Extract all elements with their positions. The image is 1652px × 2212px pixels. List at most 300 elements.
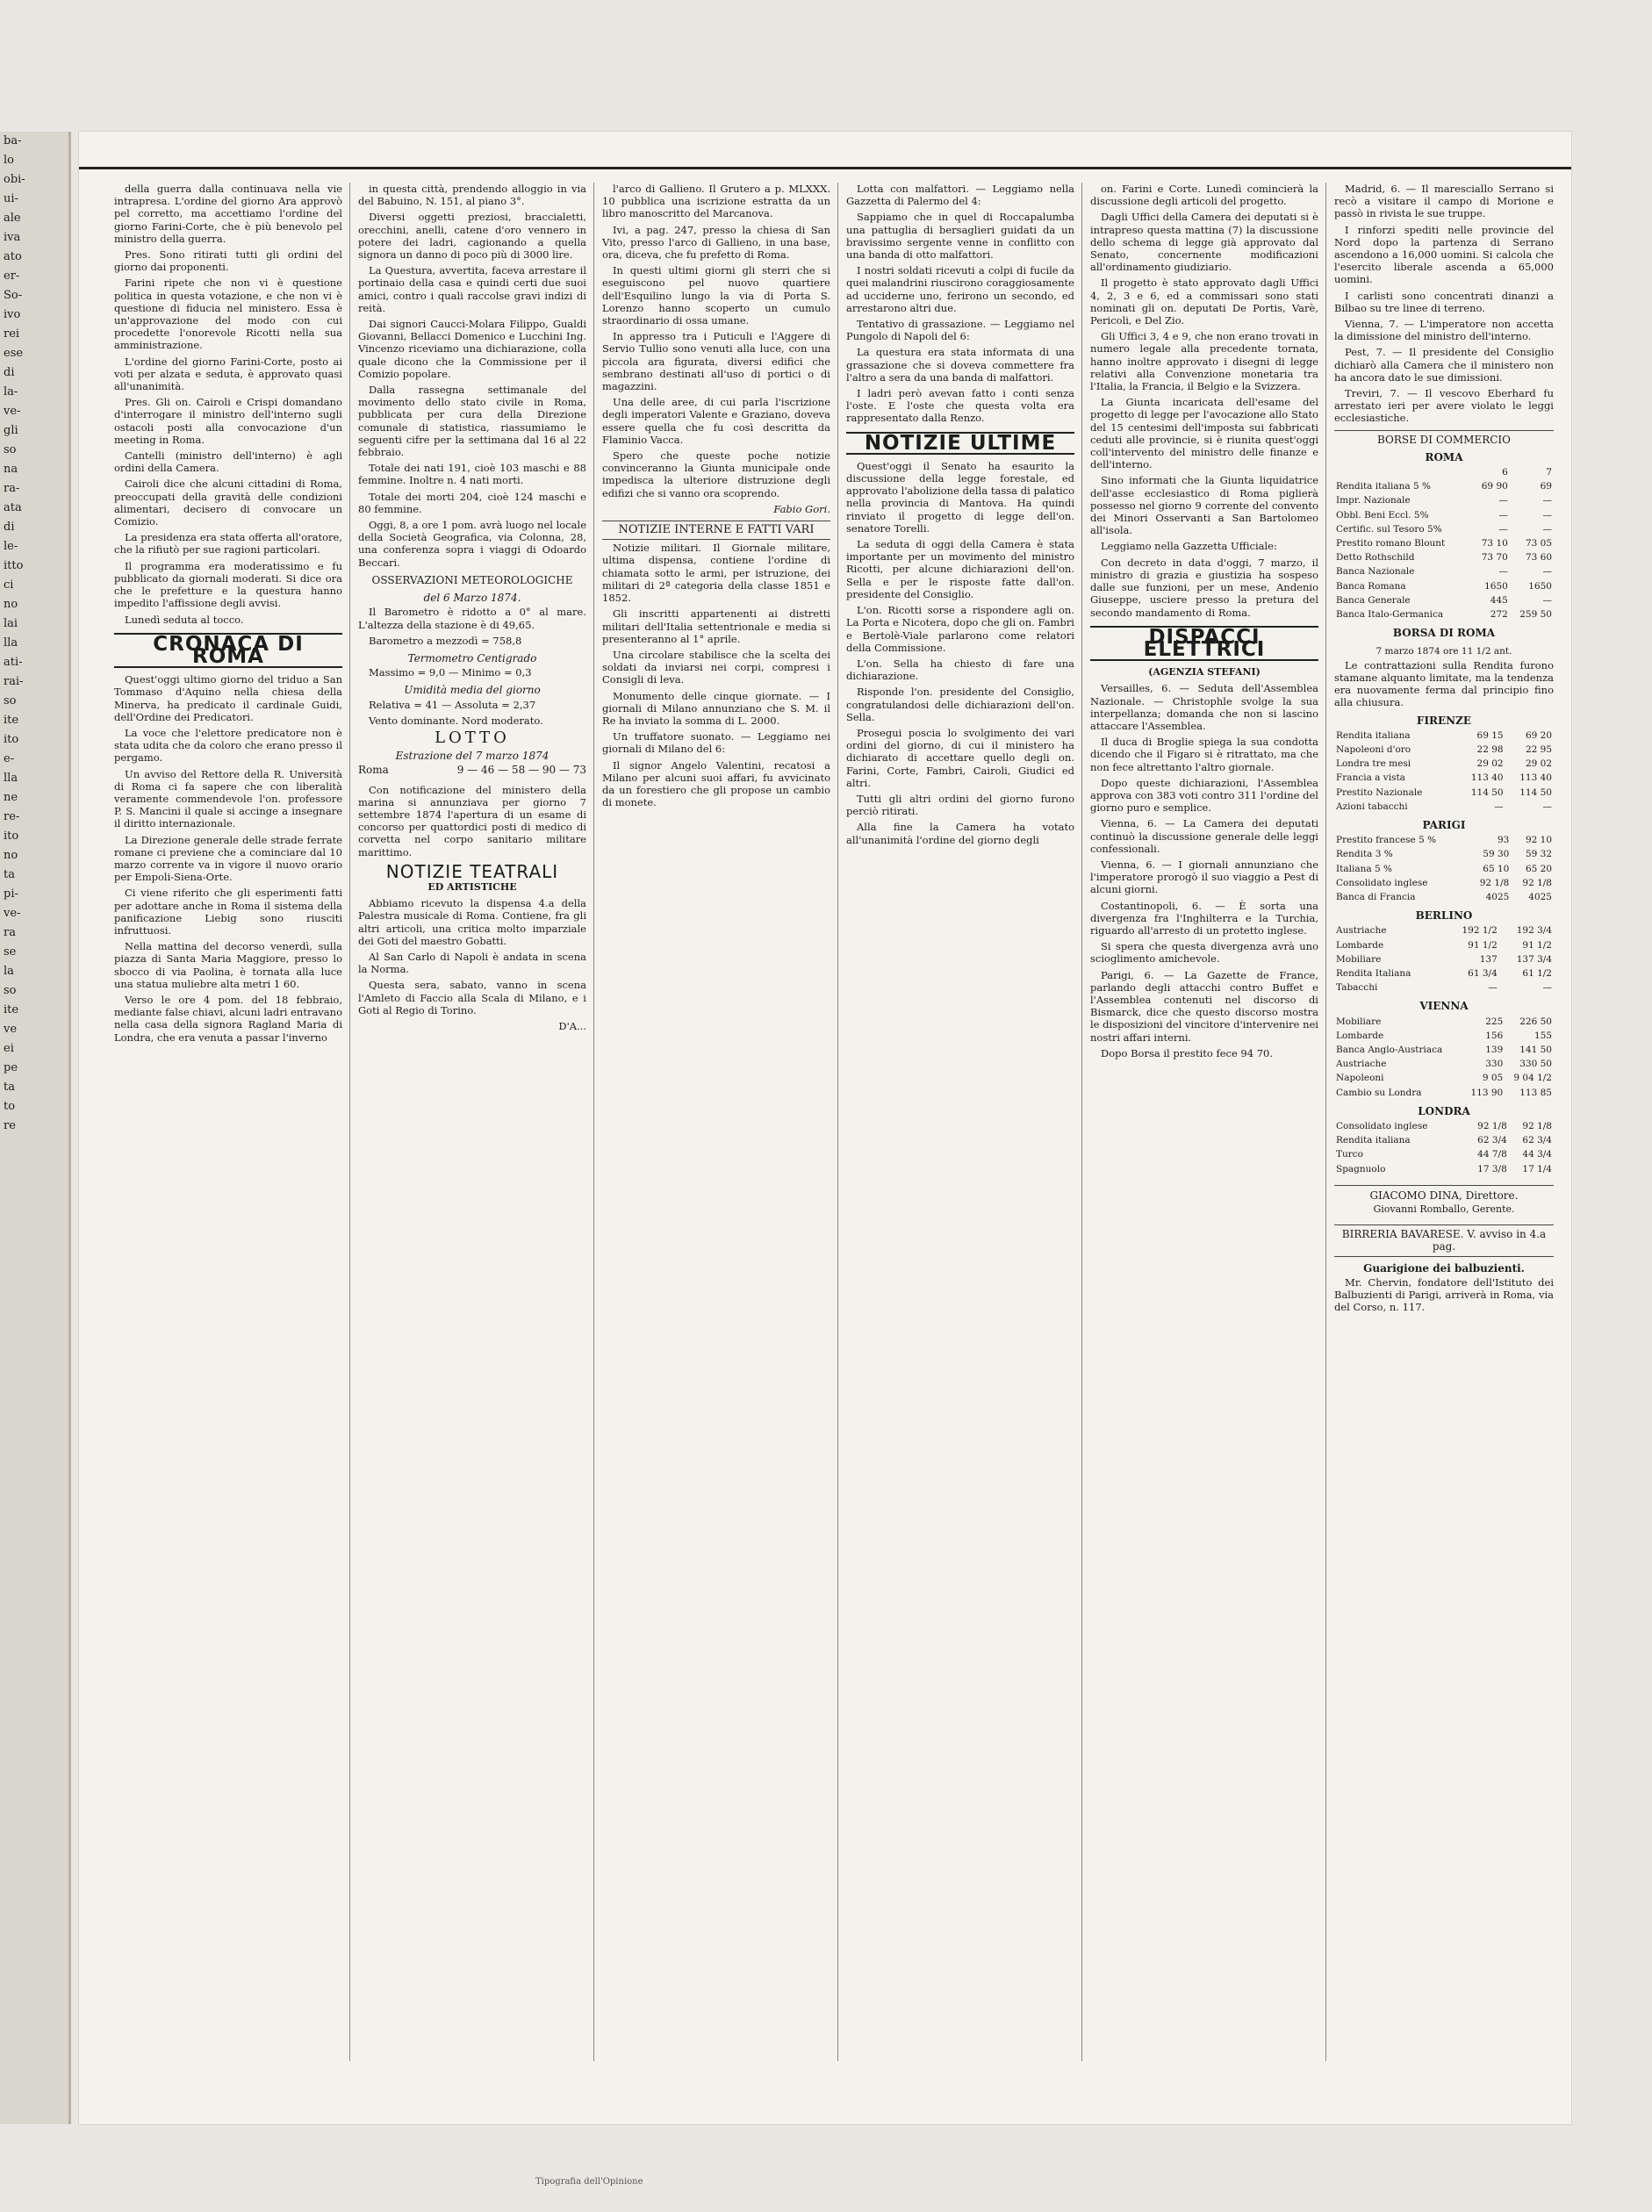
- gutter-fragment: ese: [4, 347, 24, 360]
- paragraph: Diversi oggetti preziosi, braccialetti, orecchini, anelli, catene d'oro vennero in potere dei ladri, cagionando a quella signora un danno di poco più di 3000 lire.: [358, 211, 586, 262]
- paragraph: Versailles, 6. — Seduta dell'Assemblea Nazionale. — Christophle svolge la sua interpellanza; domanda che non si lascino attaccare l'Assemblea.: [1090, 682, 1318, 732]
- gutter-fragment: ra: [4, 926, 16, 939]
- gutter-fragment: rei: [4, 327, 20, 341]
- table-cell: —: [1542, 566, 1552, 578]
- paragraph: Con decreto in data d'oggi, 7 marzo, il ministro di grazia e giustizia ha sospeso dalle sue funzioni, per un mese, Andenio Giuseppe, usciere presso la pretura del secondo mandamento di Roma.: [1090, 556, 1318, 619]
- table-cell: 17 3/8: [1477, 1163, 1507, 1174]
- table-row: [1334, 1162, 1554, 1176]
- table-cell: Rendita italiana 5 %: [1336, 481, 1431, 492]
- table-cell: 73 10: [1481, 538, 1508, 549]
- table-row: [1334, 938, 1554, 952]
- table-row: [1334, 1015, 1554, 1029]
- paragraph: Pest, 7. — Il presidente del Consiglio dichiarò alla Camera che il ministero non ha ancora dato le sue dimissioni.: [1334, 346, 1554, 384]
- gutter-fragment: ui-: [4, 192, 18, 205]
- paragraph: Totale dei morti 204, cioè 124 maschi e 80 femmine.: [358, 490, 586, 515]
- gutter-fragment: ati-: [4, 656, 23, 669]
- table-cell: 1650: [1528, 580, 1552, 592]
- column-separator: [1081, 183, 1082, 2061]
- gutter-fragment: so: [4, 984, 17, 997]
- paragraph: Pres. Gli on. Cairoli e Crispi domandano d'interrogare il ministro dell'interno sugli ostacoli posti alla convocazione d'un meeting in Roma.: [114, 396, 342, 446]
- table-header-cell: [1334, 465, 1473, 479]
- table-cell: 62 3/4: [1522, 1135, 1552, 1146]
- table-cell: 272: [1490, 609, 1508, 621]
- table-cell: 73 60: [1525, 552, 1552, 564]
- table-row: [1334, 1057, 1554, 1071]
- paragraph: Questa sera, sabato, vanno in scena l'Amleto di Faccio alla Scala di Milano, e i Goti al Regio di Torino.: [358, 979, 586, 1016]
- table-cell: 92 1/8: [1522, 1121, 1552, 1131]
- table-cell: Banca Anglo-Austriaca: [1336, 1044, 1443, 1055]
- paragraph: L'ordine del giorno Farini-Corte, posto ai voti per alzata e seduta, è approvato quasi all'unanimità.: [114, 355, 342, 393]
- gutter-fragment: ata: [4, 501, 22, 514]
- paragraph: La presidenza era stata offerta all'oratore, che la rifiutò per sue ragioni particolari.: [114, 531, 342, 557]
- table-cell: —: [1542, 801, 1552, 812]
- paragraph: Costantinopoli, 6. — È sorta una divergenza fra l'Inghilterra e la Turchia, riguardo all'arresto di un protetto inglese.: [1090, 899, 1318, 937]
- table-cell: Obbl. Beni Eccl. 5%: [1336, 509, 1429, 521]
- table-cell: —: [1542, 594, 1552, 606]
- market-heading-firenze: FIRENZE: [1416, 714, 1472, 727]
- gutter-fragment: to: [4, 1100, 16, 1113]
- paragraph: Al San Carlo di Napoli è andata in scena la Norma.: [358, 950, 586, 976]
- column-6: [1334, 183, 1554, 2061]
- market-heading-roma: ROMA: [1425, 450, 1463, 463]
- paragraph: Lunedì seduta al tocco.: [125, 613, 244, 626]
- gutter-fragment: no: [4, 598, 18, 611]
- table-cell: 69: [1540, 481, 1552, 492]
- column-1: [114, 183, 342, 2061]
- paragraph: Una circolare stabilisce che la scelta dei soldati da inviarsi nei corpi, compresi i Consigli di leva.: [602, 648, 830, 686]
- table-cell: 259 50: [1519, 609, 1552, 621]
- table-cell: 445: [1490, 594, 1508, 606]
- table-cell: 113 90: [1470, 1087, 1504, 1098]
- stock-table-parigi: [1334, 833, 1554, 904]
- table-row: [1334, 980, 1554, 995]
- gutter-fragment: ba-: [4, 134, 22, 147]
- stock-table-berlino: [1334, 923, 1554, 995]
- paragraph: Si spera che questa divergenza avrà uno scioglimento amichevole.: [1090, 940, 1318, 966]
- gutter-fragment: di: [4, 521, 15, 534]
- paragraph: Cantelli (ministro dell'interno) è agli ordini della Camera.: [114, 449, 342, 475]
- paragraph: on. Farini e Corte. Lunedì comincierà la discussione degli articoli del progetto.: [1090, 183, 1318, 208]
- stock-table-londra: [1334, 1119, 1554, 1176]
- table-header-cell: 6: [1502, 467, 1508, 478]
- table-cell: Rendita 3 %: [1336, 849, 1393, 860]
- gutter-fragment: na: [4, 463, 18, 476]
- advert-heading: Guarigione dei balbuzienti.: [1363, 1261, 1525, 1275]
- table-row: [1334, 952, 1554, 966]
- table-cell: Consolidato inglese: [1336, 877, 1428, 888]
- paragraph: La Questura, avvertita, faceva arrestare il portinaio della casa e quindi certi due suoi amici, contro i quali raccolse gravi indizi di reità.: [358, 264, 586, 314]
- table-cell: Rendita italiana: [1336, 1135, 1411, 1146]
- paragraph: La voce che l'elettore predicatore non è stata udita che da coloro che erano presso il pergamo.: [114, 726, 342, 765]
- gutter-fragment: no: [4, 849, 18, 862]
- meteo-date: del 6 Marzo 1874.: [423, 592, 521, 605]
- paragraph: La Giunta incaricata dell'esame del progetto di legge per l'avocazione allo Stato del 15 centesimi dell'imposta sui fabbricati ceduti alle provincie, si è riunita quest'oggi coll'intervento del ministro delle finanze e dell'interno.: [1090, 396, 1318, 471]
- table-cell: 59 32: [1525, 849, 1552, 860]
- table-row: [1334, 1147, 1554, 1161]
- paragraph: Vienna, 7. — L'imperatore non accetta la dimissione del ministro dell'interno.: [1334, 318, 1554, 343]
- gutter-fragment: ito: [4, 733, 19, 746]
- paragraph: Vienna, 6. — I giornali annunziano che l'imperatore prorogò il suo viaggio a Pest di alcuni giorni.: [1090, 858, 1318, 896]
- borsa-di-roma-heading: BORSA DI ROMA: [1392, 627, 1496, 640]
- table-cell: 225: [1485, 1016, 1504, 1027]
- table-cell: 61 1/2: [1522, 967, 1552, 979]
- paragraph: Risponde l'on. presidente del Consiglio, congratulandosi delle dichiarazioni dell'on. Sella.: [846, 686, 1074, 723]
- table-cell: 69 20: [1525, 729, 1552, 741]
- table-row: [1334, 564, 1554, 578]
- table-cell: 61 3/4: [1468, 967, 1498, 979]
- table-cell: 155: [1533, 1030, 1552, 1041]
- gutter-fragment: so: [4, 694, 17, 707]
- section-subheading: ED ARTISTICHE: [427, 880, 517, 893]
- gutter-fragment: re: [4, 1119, 16, 1132]
- market-heading-londra: LONDRA: [1418, 1104, 1470, 1117]
- table-cell: —: [1498, 495, 1508, 506]
- paragraph: Pres. Sono ritirati tutti gli ordini del giorno dai proponenti.: [114, 248, 342, 274]
- table-cell: Rendita Italiana: [1336, 967, 1411, 979]
- paragraph: Massimo = 9,0 — Minimo = 0,3: [369, 666, 532, 679]
- table-row: [1334, 923, 1554, 937]
- table-cell: Detto Rothschild: [1336, 552, 1415, 564]
- paragraph: Il progetto è stato approvato dagli Uffici 4, 2, 3 e 6, ed a commissari sono stati nominati gli on. deputati De Portis, Varè, Pericoli, e Del Zio.: [1090, 276, 1318, 327]
- paragraph: La questura era stata informata di una grassazione che si doveva commettere fra l'altro a sera da una banda di malfattori.: [846, 346, 1074, 384]
- table-cell: Spagnuolo: [1336, 1163, 1386, 1174]
- paragraph: Il programma era moderatissimo e fu pubblicato da giornali moderati. Si dice ora che le prefetture e la questura hanno impedito l'affissione degli avvisi.: [114, 559, 342, 610]
- market-heading-berlino: BERLINO: [1415, 909, 1473, 923]
- paragraph: Dopo queste dichiarazioni, l'Assemblea approva con 383 voti contro 311 l'ordine del giorno puro e semplice.: [1090, 776, 1318, 815]
- paragraph: Dopo Borsa il prestito fece 94 70.: [1101, 1046, 1273, 1059]
- paragraph: Vento dominante. Nord moderato.: [369, 714, 543, 727]
- table-cell: 17 1/4: [1522, 1163, 1552, 1174]
- table-cell: 141 50: [1519, 1044, 1552, 1055]
- paragraph: in questa città, prendendo alloggio in via del Babuino, N. 151, al piano 3°.: [358, 183, 586, 208]
- table-cell: Francia a vista: [1336, 772, 1405, 784]
- table-cell: 9 04 1/2: [1513, 1073, 1552, 1084]
- paragraph: Una delle aree, di cui parla l'iscrizione degli imperatori Valente e Graziano, doveva essere quella che fu così descritta da Flaminio Vacca.: [602, 396, 830, 446]
- paragraph: Barometro a mezzodì = 758,8: [369, 634, 522, 647]
- table-row: [1334, 757, 1554, 771]
- table-cell: —: [1542, 495, 1552, 506]
- table-cell: Londra tre mesi: [1336, 758, 1411, 770]
- paragraph: La seduta di oggi della Camera è stata importante per un movimento del ministro Ricotti, per alcune dichiarazioni dell'on. Sella e per le risposte fatte dall'on. presidente del Consiglio.: [846, 538, 1074, 600]
- paragraph: I ladri però avevan fatto i conti senza l'oste. E l'oste che questa volta era rappresentato dalla Renzo.: [846, 387, 1074, 425]
- table-cell: Cambio su Londra: [1336, 1087, 1422, 1098]
- gutter-fragment: er-: [4, 269, 20, 283]
- section-heading-notizie-interne: NOTIZIE INTERNE E FATTI VARI: [602, 521, 830, 540]
- director-line: GIACOMO DINA, Direttore.: [1334, 1185, 1554, 1202]
- paragraph: Vienna, 6. — La Camera dei deputati continuò la discussione generale delle leggi confessionali.: [1090, 817, 1318, 855]
- gutter-fragment: ale: [4, 212, 21, 225]
- table-cell: 114 50: [1519, 786, 1552, 798]
- table-row: [1334, 607, 1554, 621]
- paragraph: Gli inscritti appartenenti ai distretti militari dell'Italia settentrionale e media si presenteranno al 1° aprile.: [602, 607, 830, 645]
- table-row: [1334, 729, 1554, 743]
- table-row: [1334, 479, 1554, 493]
- table-cell: Mobiliare: [1336, 953, 1382, 965]
- gutter-fragment: iva: [4, 231, 21, 244]
- paragraph: Verso le ore 4 pom. del 18 febbraio, mediante false chiavi, alcuni ladri entravano nella casa della signora Ragland Maria di Londra, che era venuta a passar l'inverno: [114, 993, 342, 1044]
- table-cell: 330: [1485, 1059, 1504, 1070]
- paragraph: Abbiamo ricevuto la dispensa 4.a della Palestra musicale di Roma. Contiene, fra gli altri articoli, una critica molto imparziale dei Goti del maestro Gobatti.: [358, 897, 586, 947]
- paragraph: Totale dei nati 191, cioè 103 maschi e 88 femmine. Inoltre n. 4 nati morti.: [358, 462, 586, 487]
- adjacent-page-gutter: [0, 132, 71, 2124]
- table-row: [1334, 1119, 1554, 1133]
- paragraph: Ivi, a pag. 247, presso la chiesa di San Vito, presso l'arco di Gallieno, in una base, ora, diceva, che fu prefetto di Roma.: [602, 223, 830, 262]
- gutter-fragment: ite: [4, 1003, 19, 1016]
- column-4: [846, 183, 1074, 2061]
- table-cell: Turco: [1336, 1149, 1363, 1160]
- table-cell: 92 1/8: [1479, 877, 1510, 888]
- lotto-heading: LOTTO: [435, 728, 510, 747]
- gutter-fragment: rai-: [4, 675, 24, 688]
- signature: Fabio Gori.: [773, 502, 830, 515]
- paragraph: L'on. Sella ha chiesto di fare una dichiarazione.: [846, 657, 1074, 683]
- table-cell: 91 1/2: [1468, 939, 1498, 951]
- table-header-row: [1334, 465, 1554, 479]
- table-cell: —: [1494, 801, 1504, 812]
- paragraph: Lotta con malfattori. — Leggiamo nella Gazzetta di Palermo del 4:: [846, 183, 1074, 208]
- table-cell: Impr. Nazionale: [1336, 495, 1411, 506]
- table-cell: 113 85: [1519, 1087, 1552, 1098]
- paragraph: Tutti gli altri ordini del giorno furono perciò ritirati.: [846, 792, 1074, 818]
- table-cell: 192 3/4: [1516, 925, 1552, 937]
- table-cell: 113 40: [1470, 772, 1504, 784]
- table-cell: —: [1498, 523, 1508, 535]
- section-subheading: (AGENZIA STEFANI): [1148, 666, 1261, 679]
- table-cell: Prestito Nazionale: [1336, 786, 1423, 798]
- paragraph: Le contrattazioni sulla Rendita furono stamane alquanto limitate, ma la tendenza era nuovamente ferma dal principio fino alla chiusura.: [1334, 658, 1554, 709]
- table-row: [1334, 550, 1554, 564]
- table-cell: Consolidato inglese: [1336, 1121, 1428, 1131]
- gutter-fragment: re-: [4, 810, 20, 823]
- table-cell: Banca Romana: [1336, 580, 1406, 592]
- meteo-humidity-heading: Umidità media del giorno: [404, 684, 541, 697]
- printer-imprint: Tipografia dell'Opinione: [535, 2177, 643, 2187]
- gutter-fragment: itto: [4, 559, 24, 572]
- paragraph: L'on. Ricotti sorse a rispondere agli on. La Porta e Nicotera, dopo che gli on. Fambri e Bertolè-Viale parlarono come relatori della Commissione.: [846, 604, 1074, 654]
- table-cell: —: [1498, 509, 1508, 521]
- table-cell: 4025: [1485, 891, 1510, 902]
- gutter-fragment: di: [4, 366, 15, 379]
- paragraph: Gli Uffici 3, 4 e 9, che non erano trovati in numero legale alla precedente tornata, hanno inoltre approvato i disegni di legge relativi alla Convenzione monetaria tra l'Italia, la Francia, il Belgio e la Svizzera.: [1090, 330, 1318, 393]
- table-row: [1334, 522, 1554, 536]
- table-cell: Banca di Francia: [1336, 891, 1416, 902]
- gutter-fragment: la-: [4, 385, 18, 399]
- paragraph: Dagli Uffici della Camera dei deputati si è intrapreso questa mattina (7) la discussione dello schema di legge già approvato dal Senato, concernente modificazioni all'ordinamento giudiziario.: [1090, 211, 1318, 274]
- paragraph: Ci viene riferito che gli esperimenti fatti per adottare anche in Roma il sistema della panificazione Liebig sono riusciti infruttuosi.: [114, 887, 342, 937]
- table-header-cell: 7: [1546, 467, 1552, 478]
- table-cell: 330 50: [1519, 1059, 1552, 1070]
- table-cell: Lombarde: [1336, 939, 1384, 951]
- section-heading-dispacci: DISPACCI ELETTRICI: [1090, 626, 1318, 661]
- gutter-fragment: obi-: [4, 173, 25, 186]
- table-cell: 62 3/4: [1477, 1135, 1507, 1146]
- borsa-di-roma-date: 7 marzo 1874 ore 11 1/2 ant.: [1375, 645, 1512, 657]
- gutter-fragment: ta: [4, 868, 15, 881]
- table-row: [1334, 593, 1554, 607]
- paragraph: Oggi, 8, a ore 1 pom. avrà luogo nel locale della Società Geografica, via Colonna, 28, una conferenza sopra i viaggi di Odoardo Beccari.: [358, 519, 586, 569]
- table-cell: 113 40: [1519, 772, 1552, 784]
- gutter-fragment: So-: [4, 289, 23, 302]
- paragraph: Madrid, 6. — Il maresciallo Serrano si recò a visitare il campo di Morione e passò in rivista le sue truppe.: [1334, 183, 1554, 220]
- table-row: [1334, 786, 1554, 800]
- table-cell: Austriache: [1336, 925, 1387, 937]
- paragraph: La Direzione generale delle strade ferrate romane ci previene che a cominciare dal 10 marzo corrente va in vigore il nuovo orario per Empoli-Siena-Orte.: [114, 833, 342, 884]
- paragraph: Leggiamo nella Gazzetta Ufficiale:: [1101, 540, 1277, 553]
- table-cell: 92 1/8: [1477, 1121, 1507, 1131]
- paragraph: della guerra dalla continuava nella vie intrapresa. L'ordine del giorno Ara approvò pel corretto, ma accettiamo l'ordine del giorno Farini-Corte, che è più benevolo pel ministro della guerra.: [114, 183, 342, 245]
- gutter-fragment: ci: [4, 578, 14, 592]
- table-row: [1334, 847, 1554, 861]
- table-cell: Azioni tabacchi: [1336, 801, 1408, 812]
- paragraph: Un truffatore suonato. — Leggiamo nei giornali di Milano del 6:: [602, 730, 830, 756]
- gutter-fragment: ite: [4, 714, 19, 727]
- signature: D'A...: [558, 1019, 586, 1032]
- column-separator: [1325, 183, 1326, 2061]
- table-cell: 4025: [1528, 891, 1552, 902]
- paragraph: Quest'oggi il Senato ha esaurito la discussione della legge forestale, ed approvato l'abolizione della tassa di palatico nella provincia di Mantova. Ha quindi rinviato il progetto di legge dell'on. senatore Torelli.: [846, 459, 1074, 535]
- borse-heading: BORSE DI COMMERCIO: [1334, 430, 1554, 446]
- gutter-fragment: so: [4, 443, 17, 456]
- column-separator: [593, 183, 594, 2061]
- paragraph: Relativa = 41 — Assoluta = 2,37: [369, 698, 536, 711]
- paragraph: I rinforzi spediti nelle provincie del Nord dopo la partenza di Serrano ascendono a 16,000 uomini. Si calcola che l'esercito liberale ascenda a 65,000 uomini.: [1334, 223, 1554, 286]
- paragraph: Parigi, 6. — La Gazette de France, parlando degli attacchi contro Buffet e l'Assemblea contenuti nel discorso di Bismarck, dice che questo discorso mostra le disposizioni del vincitore d'intervenire nei nostri affari interni.: [1090, 968, 1318, 1044]
- column-2: [358, 183, 586, 2061]
- table-cell: 139: [1485, 1044, 1504, 1055]
- paragraph: I carlisti sono concentrati dinanzi a Bilbao su tre linee di terreno.: [1334, 289, 1554, 314]
- paragraph: Notizie militari. Il Giornale militare, ultima dispensa, contiene l'ordine di chiamata sotto le armi, per istruzione, dei militari di 2ª categoria della classe 1851 e 1852.: [602, 542, 830, 605]
- gutter-fragment: ato: [4, 250, 22, 263]
- table-cell: 65 20: [1525, 863, 1552, 874]
- paragraph: Mr. Chervin, fondatore dell'Istituto dei Balbuzienti di Parigi, arriverà in Roma, via del Corso, n. 117.: [1334, 1275, 1554, 1314]
- table-cell: 65 10: [1483, 863, 1510, 874]
- gutter-fragment: ve-: [4, 405, 21, 418]
- table-cell: Austriache: [1336, 1059, 1387, 1070]
- table-row: [1334, 771, 1554, 785]
- table-cell: 192 1/2: [1462, 925, 1498, 937]
- paragraph: Un avviso del Rettore della R. Università di Roma ci fa sapere che con liberalità veramente commendevole l'on. professore P. S. Mancini il quale si accinge a insegnare il diritto internazionale.: [114, 767, 342, 830]
- paragraph: I nostri soldati ricevuti a colpi di fucile da quei malandrini riuscirono coraggiosamente ad ucciderne uno, ferirono un secondo, ed arrestarono altri due.: [846, 264, 1074, 314]
- table-row: [1334, 493, 1554, 507]
- table-cell: 92 10: [1525, 835, 1552, 846]
- table-row: [1334, 966, 1554, 980]
- paragraph: Alla fine la Camera ha votato all'unanimità l'ordine del giorno degli: [846, 821, 1074, 846]
- advert-birreria: BIRRERIA BAVARESE. V. avviso in 4.a pag.: [1334, 1224, 1554, 1256]
- table-cell: —: [1542, 982, 1552, 994]
- paragraph: Il signor Angelo Valentini, recatosi a Milano per alcuni suoi affari, fu avvicinato da un forestiero che gli propose un cambio di monete.: [602, 758, 830, 809]
- table-cell: 156: [1485, 1030, 1504, 1041]
- stock-table-firenze: [1334, 729, 1554, 814]
- paragraph: Dalla rassegna settimanale del movimento dello stato civile in Roma, pubblicata per cura della Direzione comunale di statistica, riassumiamo le seguenti cifre per la settimana dal 16 al 22 febbraio.: [358, 384, 586, 459]
- gutter-fragment: se: [4, 945, 17, 959]
- table-cell: Rendita italiana: [1336, 729, 1411, 741]
- table-cell: Napoleoni d'oro: [1336, 743, 1411, 755]
- lotto-numbers: 9 — 46 — 58 — 90 — 73: [456, 764, 586, 777]
- top-rule: [79, 167, 1571, 169]
- table-cell: 44 7/8: [1477, 1149, 1507, 1160]
- table-row: [1334, 1029, 1554, 1043]
- table-cell: 73 05: [1525, 538, 1552, 549]
- paragraph: Tentativo di grassazione. — Leggiamo nel Pungolo di Napoli del 6:: [846, 318, 1074, 343]
- gutter-fragment: la: [4, 965, 14, 978]
- paragraph: Farini ripete che non vi è questione politica in questa votazione, e che non vi è questione di fiducia nel ministero. Essa è un'approvazione del modo con cui procedette l'onorevole Ricotti nella sua amministrazione.: [114, 276, 342, 352]
- meteo-heading: OSSERVAZIONI METEOROLOGICHE: [371, 573, 573, 586]
- meteo-temp-heading: Termometro Centigrado: [407, 651, 537, 664]
- lotto-date: Estrazione del 7 marzo 1874: [395, 750, 549, 763]
- table-row: [1334, 1133, 1554, 1147]
- gutter-fragment: pi-: [4, 887, 18, 901]
- paragraph: In appresso tra i Puticuli e l'Aggere di Servio Tullio sono venuti alla luce, con una piccola ara figurata, diversi edifici che sembrano destinati all'uso di portici o di magazzini.: [602, 330, 830, 393]
- column-separator: [837, 183, 838, 2061]
- column-3: [602, 183, 830, 2061]
- table-row: [1334, 579, 1554, 593]
- table-row: [1334, 1043, 1554, 1057]
- table-cell: Banca Nazionale: [1336, 566, 1415, 578]
- table-cell: 59 30: [1483, 849, 1510, 860]
- paragraph: In questi ultimi giorni gli sterri che si eseguiscono pel nuovo quartiere dell'Esquilino lungo la via di Porta S. Lorenzo hanno scoperto un cumulo straordinario di ossa umane.: [602, 264, 830, 327]
- table-cell: 114 50: [1470, 786, 1504, 798]
- column-5: [1090, 183, 1318, 2061]
- table-cell: Prestito francese 5 %: [1336, 835, 1437, 846]
- gerente-line: Giovanni Romballo, Gerente.: [1373, 1203, 1515, 1216]
- table-row: [1334, 876, 1554, 890]
- paragraph: Spero che queste poche notizie convinceranno la Giunta municipale onde impedisca la ulteriore distruzione degli edifizi che si vanno ora scoprendo.: [602, 449, 830, 499]
- table-cell: 44 3/4: [1522, 1149, 1552, 1160]
- table-cell: 29 02: [1525, 758, 1552, 770]
- table-cell: 226 50: [1519, 1016, 1552, 1027]
- table-cell: 29 02: [1476, 758, 1504, 770]
- table-cell: 73 70: [1481, 552, 1508, 564]
- table-cell: —: [1498, 566, 1508, 578]
- gutter-fragment: ne: [4, 791, 18, 804]
- gutter-fragment: lla: [4, 772, 18, 785]
- table-cell: 137: [1479, 953, 1498, 965]
- paragraph: Monumento delle cinque giornate. — I giornali di Milano annunziano che S. M. il Re ha inviato la somma di L. 2000.: [602, 689, 830, 727]
- gutter-fragment: lla: [4, 636, 18, 650]
- table-row: [1334, 1086, 1554, 1100]
- paragraph: Il duca di Broglie spiega la sua condotta dicendo che il Figaro si è ritrattato, ma che non fece altrettanto l'altro giornale.: [1090, 736, 1318, 773]
- gutter-fragment: lo: [4, 154, 14, 167]
- gutter-fragment: lai: [4, 617, 18, 630]
- paragraph: Treviri, 7. — Il vescovo Eberhard fu arrestato ieri per avere violato le leggi ecclesiastiche.: [1334, 387, 1554, 425]
- section-heading-cronaca: CRONACA DI ROMA: [114, 633, 342, 668]
- gutter-fragment: e-: [4, 752, 15, 765]
- gutter-fragment: ve: [4, 1023, 18, 1036]
- market-heading-vienna: VIENNA: [1419, 1000, 1469, 1013]
- table-row: [1334, 743, 1554, 757]
- table-row: [1334, 890, 1554, 904]
- table-cell: 1650: [1484, 580, 1508, 592]
- table-cell: Mobiliare: [1336, 1016, 1382, 1027]
- paragraph: Cairoli dice che alcuni cittadini di Roma, preoccupati della gravità delle condizioni alimentari, decisero di convocare un Comizio.: [114, 478, 342, 528]
- gutter-fragment: ta: [4, 1081, 15, 1094]
- newspaper-page: [79, 132, 1571, 2187]
- table-row: [1334, 833, 1554, 847]
- gutter-fragment: ei: [4, 1042, 14, 1055]
- table-cell: Italiana 5 %: [1336, 863, 1392, 874]
- table-row: [1334, 862, 1554, 876]
- table-cell: —: [1542, 509, 1552, 521]
- table-cell: Lombarde: [1336, 1030, 1384, 1041]
- stock-table-vienna: [1334, 1015, 1554, 1100]
- paragraph: Dai signori Caucci-Molara Filippo, Gualdi Giovanni, Bellacci Domenico e Lucchini Ing. Vincenzo riceviamo una dichiarazione, colla quale dicono che la Commissione per il Comizio popolare.: [358, 318, 586, 380]
- gutter-fragment: ve-: [4, 907, 21, 920]
- table-cell: 69 90: [1481, 481, 1508, 492]
- paragraph: Con notificazione del ministero della marina si annunziava per giorno 7 settembre 1874 l'apertura di un esame di concorso per quattordici posti di medico di corvetta nel corpo sanitario militare marittimo.: [358, 783, 586, 858]
- paragraph: Il Barometro è ridotto a 0° al mare. L'altezza della stazione è di 49,65.: [358, 606, 586, 631]
- gutter-fragment: le-: [4, 540, 18, 553]
- table-cell: —: [1488, 982, 1498, 994]
